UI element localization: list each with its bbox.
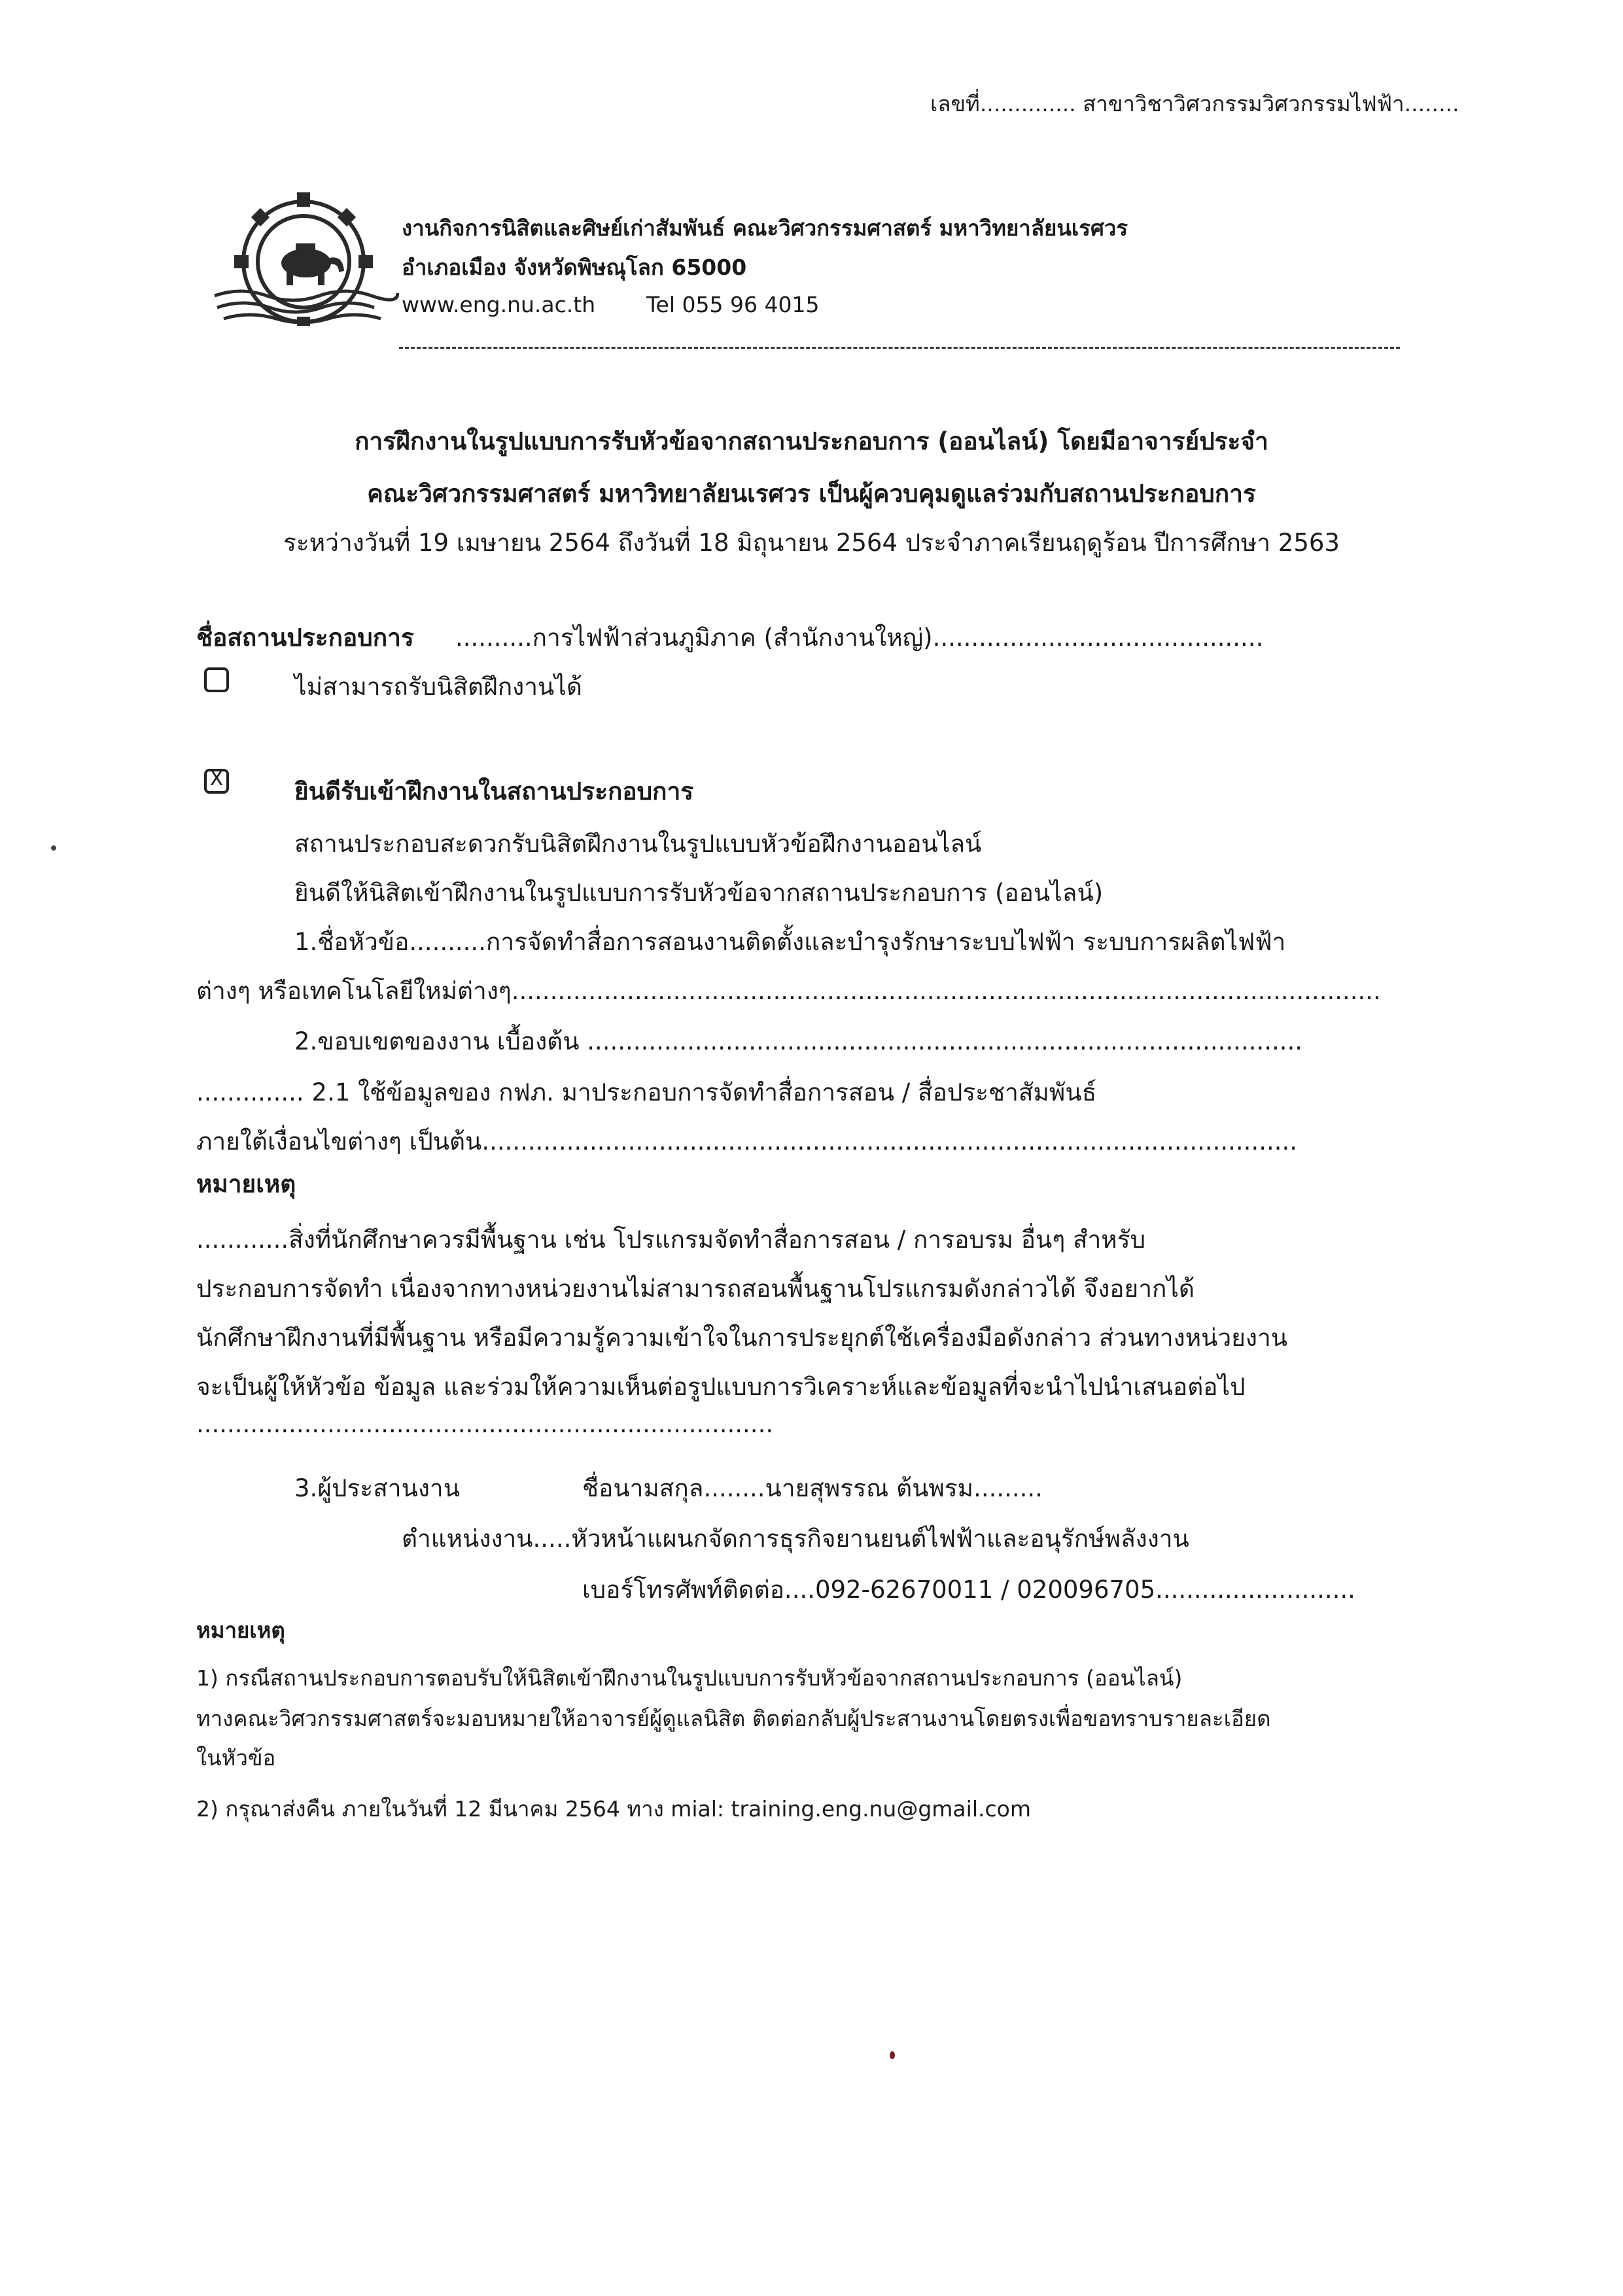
topic-line-2: ต่างๆ หรือเทคโนโลยีใหม่ต่างๆ................................................................................................................. — [196, 977, 1381, 1005]
header-website: www.eng.nu.ac.th — [402, 292, 596, 317]
coordinator-position: ตำแหน่งงาน.....หัวหน้าแผนกจัดการธุรกิจยานยนต์ไฟฟ้าและอนุรักษ์พลังงาน — [402, 1525, 1189, 1553]
remark-line-3: นักศึกษาฝึกงานที่มีพื้นฐาน หรือมีความรู้ความเข้าใจในการประยุกต์ใช้เครื่องมือดังกล่าว ส่วนทางหน่วยงาน — [196, 1324, 1288, 1352]
remark-heading: หมายเหตุ — [196, 1170, 296, 1198]
scope-line-2: .............. 2.1 ใช้ข้อมูลของ กฟภ. มาประกอบการจัดทำสื่อการสอน / สื่อประชาสัมพันธ์ — [196, 1078, 1097, 1106]
topic-line-1: 1.ชื่อหัวข้อ..........การจัดทำสื่อการสอนงานติดตั้งและบำรุงรักษาระบบไฟฟ้า ระบบการผลิตไฟฟ้า — [294, 928, 1286, 956]
coordinator-phone: เบอร์โทรศัพท์ติดต่อ....092-62670011 / 020096705.......................... — [582, 1576, 1355, 1604]
accept-detail-line-2: ยินดีให้นิสิตเข้าฝึกงานในรูปแบบการรับหัวข้อจากสถานประกอบการ (ออนไลน์) — [294, 879, 1104, 907]
accept-checkbox[interactable] — [204, 769, 229, 794]
header-address: อำเภอเมือง จังหวัดพิษณุโลก 65000 — [402, 255, 747, 280]
notes-heading: หมายเหตุ — [196, 1617, 285, 1643]
coordinator-name: ชื่อนามสกุล........นายสุพรรณ ต้นพรม......... — [582, 1474, 1043, 1502]
scope-line-3: ภายใต้เงื่อนไขต่างๆ เป็นต้น.......................................................................................................... — [196, 1127, 1298, 1156]
faculty-seal-icon — [208, 185, 399, 328]
title-line-2: คณะวิศวกรรมศาสตร์ มหาวิทยาลัยนเรศวร เป็นผู้ควบคุมดูแลร่วมกับสถานประกอบการ — [367, 480, 1256, 508]
scan-speck — [51, 845, 56, 851]
note-1-line-1: 1) กรณีสถานประกอบการตอบรับให้นิสิตเข้าฝึกงานในรูปแบบการรับหัวข้อจากสถานประกอบการ (ออนไลน์) — [196, 1665, 1183, 1691]
note-2: 2) กรุณาส่งคืน ภายในวันที่ 12 มีนาคม 2564 ทาง mial: training.eng.nu@gmail.com — [196, 1796, 1031, 1822]
note-1-line-3: ในหัวข้อ — [196, 1745, 276, 1771]
accept-detail-line-1: สถานประกอบสะดวกรับนิสิตฝึกงานในรูปแบบหัวข้อฝึกงานออนไลน์ — [294, 830, 982, 858]
scope-line-1: 2.ขอบเขตของงาน เบื้องต้น ............................................................................................. — [294, 1027, 1303, 1055]
header-organization: งานกิจการนิสิตและศิษย์เก่าสัมพันธ์ คณะวิศวกรรมศาสตร์ มหาวิทยาลัยนเรศวร — [402, 215, 1128, 241]
coordinator-label: 3.ผู้ประสานงาน — [294, 1474, 461, 1502]
title-line-1: การฝึกงานในรูปแบบการรับหัวข้อจากสถานประกอบการ (ออนไลน์) โดยมีอาจารย์ประจำ — [355, 427, 1268, 455]
company-label: ชื่อสถานประกอบการ — [196, 624, 414, 652]
title-date-range: ระหว่างวันที่ 19 เมษายน 2564 ถึงวันที่ 18 มิถุนายน 2564 ประจำภาคเรียนฤดูร้อน ปีการศึกษา 2563 — [283, 529, 1340, 557]
accept-label: ยินดีรับเข้าฝึกงานในสถานประกอบการ — [294, 777, 694, 805]
remark-line-4: จะเป็นผู้ให้หัวข้อ ข้อมูล และร่วมให้ความเห็นต่อรูปแบบการวิเคราะห์และข้อมูลที่จะนำไปนำเสนอต่อไป — [196, 1373, 1246, 1401]
company-value: ..........การไฟฟ้าส่วนภูมิภาค (สำนักงานใหญ่)........................................... — [455, 624, 1264, 652]
header-telephone: Tel 055 96 4015 — [646, 292, 820, 317]
remark-line-1: ............สิ่งที่นักศึกษาควรมีพื้นฐาน เช่น โปรแกรมจัดทำสื่อการสอน / การอบรม อื่นๆ สำหรับ — [196, 1226, 1146, 1254]
decline-label: ไม่สามารถรับนิสิตฝึกงานได้ — [294, 673, 582, 701]
remark-line-2: ประกอบการจัดทำ เนื่องจากทางหน่วยงานไม่สามารถสอนพื้นฐานโปรแกรมดังกล่าวได้ จึงอยากได้ — [196, 1275, 1195, 1303]
note-1-line-2: ทางคณะวิศวกรรมศาสตร์จะมอบหมายให้อาจารย์ผู้ดูแลนิสิต ติดต่อกลับผู้ประสานงานโดยตรงเพื่อขอทราบรายละเอียด — [196, 1706, 1271, 1731]
remark-line-5: ........................................................................... — [196, 1410, 774, 1438]
decline-checkbox[interactable] — [204, 667, 229, 692]
header-divider — [399, 347, 1400, 349]
accept-check-mark-icon: X — [209, 768, 224, 790]
document-number-line: เลขที่.............. สาขาวิชาวิศวกรรมวิศวกรรมไฟฟ้า........ — [930, 91, 1459, 116]
scan-speck — [890, 2051, 895, 2059]
